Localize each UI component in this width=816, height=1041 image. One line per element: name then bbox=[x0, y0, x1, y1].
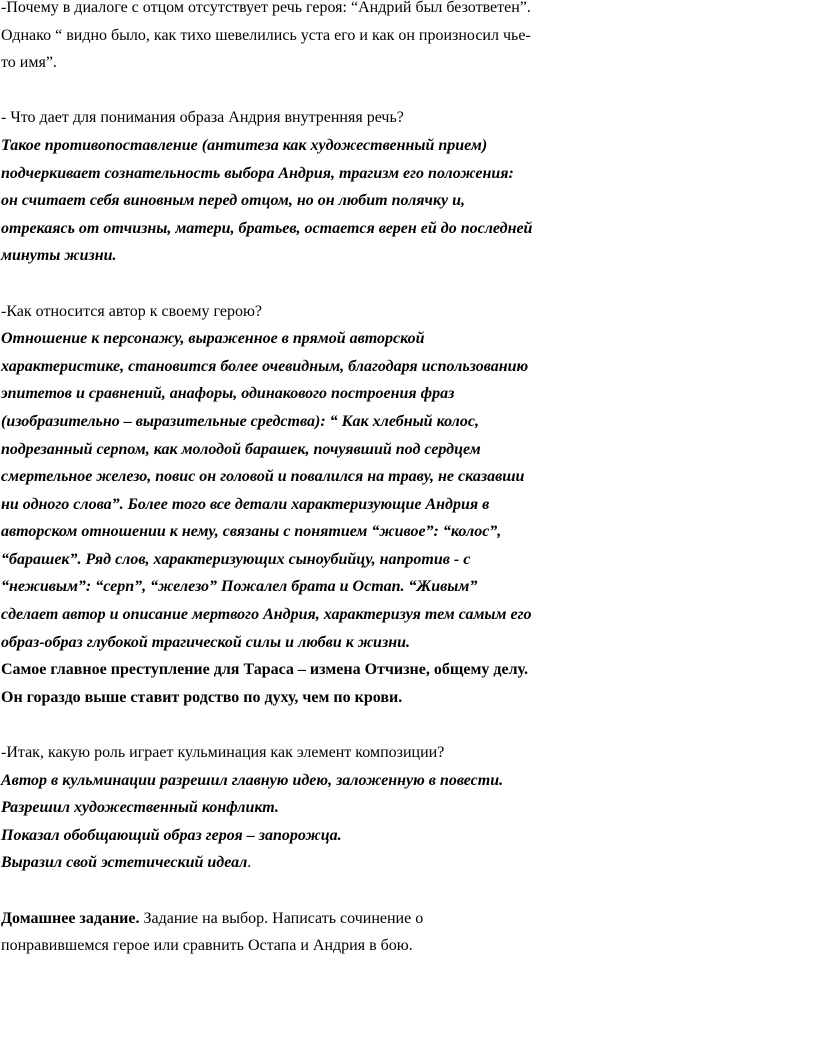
paragraph-gap bbox=[1, 77, 816, 105]
answer-2-line: минуты жизни. bbox=[1, 247, 117, 265]
homework-label: Домашнее задание. bbox=[1, 909, 140, 927]
answer-2-line: он считает себя виновным перед отцом, но он любит полячку и, bbox=[1, 192, 466, 210]
answer-4-line: Автор в кульминации разрешил главную идею, заложенную в повести. bbox=[1, 771, 504, 789]
answer-4-last-text: Выразил свой эстетический идеал bbox=[1, 854, 248, 872]
answer-4-line: Показал обобщающий образ героя – запорожца. bbox=[1, 826, 342, 844]
answer-3-line: эпитетов и сравнений, анафоры, одинакового построения фраз bbox=[1, 385, 455, 403]
homework-line-1 bbox=[1, 905, 816, 933]
homework-text: Задание на выбор. Написать сочинение о bbox=[139, 909, 424, 927]
answer-3-line: характеристике, становится более очевидным, благодаря использованию bbox=[1, 357, 529, 375]
answer-2-line: подчеркивает сознательность выбора Андрия, трагизм его положения: bbox=[1, 164, 514, 182]
question-2-block bbox=[1, 104, 816, 270]
homework-line-2: понравившемся герое или сравнить Остапа и Андрия в бою. bbox=[1, 937, 413, 955]
question-1-line: то имя”. bbox=[1, 54, 57, 72]
conclusion-line: Он гораздо выше ставит родство по духу, чем по крови. bbox=[1, 688, 403, 706]
answer-3-line: “барашек”. Ряд слов, характеризующих сыноубийцу, напротив - с bbox=[1, 550, 471, 568]
answer-4-last-tail: . bbox=[247, 854, 252, 872]
paragraph-gap bbox=[1, 711, 816, 739]
answer-3-line: сделает автор и описание мертвого Андрия, характеризуя тем самым его bbox=[1, 606, 532, 624]
paragraph-gap bbox=[1, 877, 816, 905]
question-4-text: -Итак, какую роль играет кульминация как элемент композиции? bbox=[1, 744, 445, 762]
question-1-line: -Почему в диалоге с отцом отсутствует речь героя: “Андрий был безответен”. bbox=[1, 0, 531, 16]
answer-3-line: Отношение к персонажу, выраженное в прямой авторской bbox=[1, 330, 425, 348]
question-1-line: Однако “ видно было, как тихо шевелились уста его и как он произносил чье- bbox=[1, 26, 531, 44]
question-3-block bbox=[1, 298, 816, 712]
answer-3-line: авторском отношении к нему, связаны с понятием “живое”: “колос”, bbox=[1, 523, 502, 541]
answer-3-line: образ-образ глубокой трагической силы и любви к жизни. bbox=[1, 633, 410, 651]
answer-2-line: Такое противопоставление (антитеза как художественный прием) bbox=[1, 136, 488, 154]
answer-4-last-line bbox=[1, 849, 816, 877]
answer-4-line: Разрешил художественный конфликт. bbox=[1, 799, 279, 817]
question-4-block bbox=[1, 739, 816, 877]
question-1-block bbox=[1, 0, 816, 77]
conclusion-line: Самое главное преступление для Тараса – измена Отчизне, общему делу. bbox=[1, 661, 528, 679]
homework-block bbox=[1, 905, 816, 960]
answer-3-line: ни одного слова”. Более того все детали характеризующие Андрия в bbox=[1, 495, 490, 513]
paragraph-gap bbox=[1, 270, 816, 298]
question-2-text: - Что дает для понимания образа Андрия внутренняя речь? bbox=[1, 109, 404, 127]
question-3-text: -Как относится автор к своему герою? bbox=[1, 302, 263, 320]
answer-3-line: (изобразительно – выразительные средства): “ Как хлебный колос, bbox=[1, 412, 479, 430]
answer-3-line: смертельное железо, повис он головой и повалился на траву, не сказавши bbox=[1, 468, 525, 486]
answer-3-line: подрезанный серпом, как молодой барашек, почуявший под сердцем bbox=[1, 440, 481, 458]
answer-3-line: “неживым”: “серп”, “железо” Пожалел брата и Остап. “Живым” bbox=[1, 578, 478, 596]
answer-2-line: отрекаясь от отчизны, матери, братьев, остается верен ей до последней bbox=[1, 219, 533, 237]
